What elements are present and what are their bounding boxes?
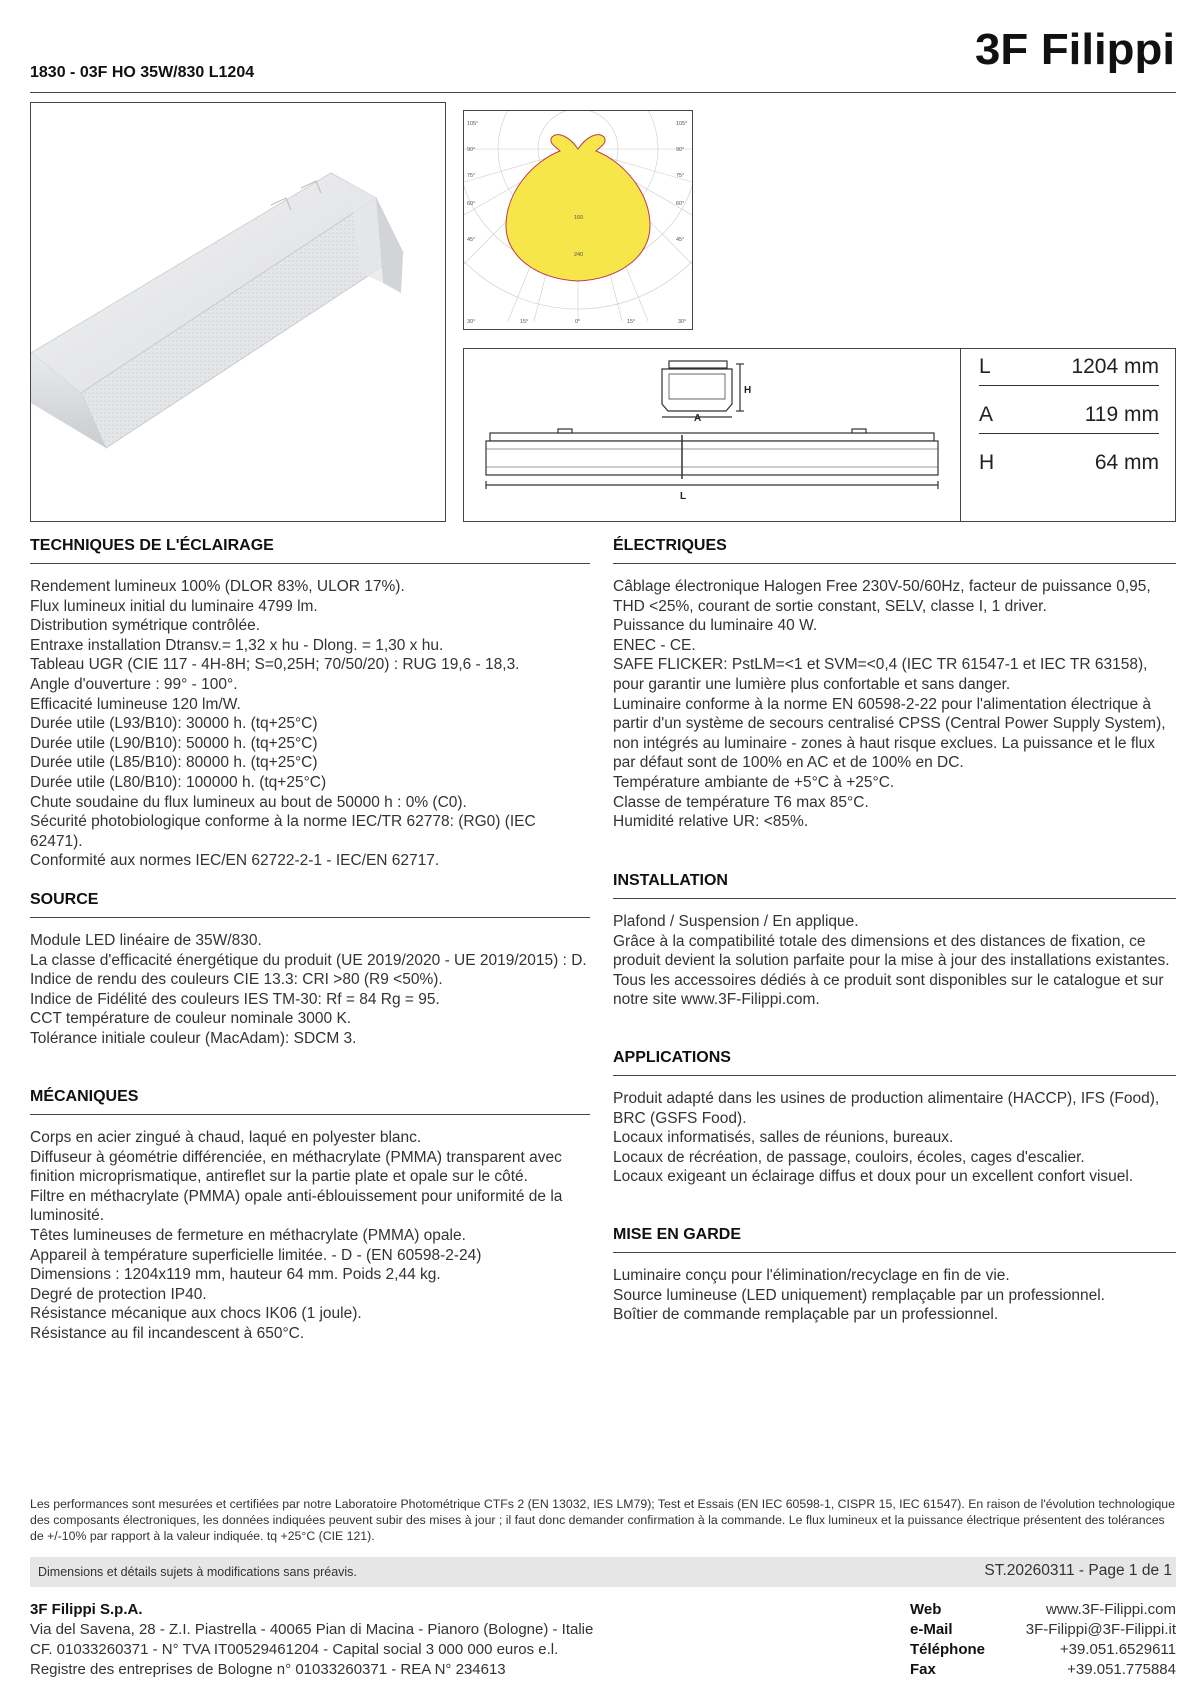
- contact-row-web: [910, 1600, 1176, 1620]
- spec-line: Locaux informatisés, salles de réunions, bureaux.: [613, 1129, 954, 1147]
- spec-line: Puissance du luminaire 40 W.: [613, 617, 818, 635]
- polar-angle-label: 75°: [676, 173, 685, 179]
- polar-angle-label: 60°: [676, 201, 685, 207]
- product-photo: [30, 102, 446, 522]
- company-registry: Registre des entreprises de Bologne n° 01033260371 - REA N° 234613: [30, 1661, 506, 1678]
- spec-line: Efficacité lumineuse 120 lm/W.: [30, 695, 241, 713]
- spec-line: Corps en acier zingué à chaud, laqué en polyester blanc.: [30, 1129, 422, 1146]
- dimension-row-width: [979, 397, 1159, 434]
- footer-disclaimer: Dimensions et détails sujets à modifications sans préavis.: [38, 1565, 357, 1579]
- svg-text:3F Filippi: 3F Filippi: [975, 25, 1175, 74]
- section-title-applications: APPLICATIONS: [613, 1049, 1176, 1076]
- section-body-lighting: [30, 577, 590, 871]
- spec-line: Locaux de récréation, de passage, couloirs, écoles, cages d'escalier.: [613, 1148, 1085, 1166]
- header-divider: [30, 92, 1176, 93]
- spec-line: Classe de température T6 max 85°C.: [613, 793, 869, 811]
- polar-angle-label: 75°: [467, 173, 476, 179]
- spec-line: Luminaire conçu pour l'élimination/recyclage en fin de vie.: [613, 1267, 1010, 1284]
- fax-value: +39.051.775884: [1067, 1661, 1176, 1678]
- spec-line: Indice de rendu des couleurs CIE 13.3: CRI >80 (R9 <50%).: [30, 971, 443, 989]
- polar-angle-label: 105°: [676, 121, 688, 127]
- phone-value: +39.051.6529611: [1059, 1641, 1176, 1658]
- spec-line: Source lumineuse (LED uniquement) remplaçable par un professionnel.: [613, 1286, 1105, 1304]
- contact-key: Fax: [910, 1661, 936, 1678]
- contact-info: [910, 1600, 1176, 1680]
- dimension-value: 119 mm: [1084, 403, 1159, 426]
- polar-curve: [506, 135, 650, 281]
- spec-line: Câblage électronique Halogen Free 230V-50/60Hz, facteur de puissance 0,95, THD <25%, courant de sortie constant, SELV, classe I, 1 driver.: [613, 578, 1151, 615]
- section-title-source: SOURCE: [30, 891, 590, 918]
- spec-line: Durée utile (L93/B10): 30000 h. (tq+25°C): [30, 715, 318, 733]
- spec-line: Sécurité photobiologique conforme à la norme IEC/TR 62778: (RG0) (IEC 62471).: [30, 813, 536, 850]
- spec-line: Module LED linéaire de 35W/830.: [30, 932, 262, 949]
- polar-angle-label: 60°: [467, 201, 476, 207]
- company-address: Via del Savena, 28 - Z.I. Piastrella - 40065 Pian di Macina - Pianoro (Bologne) - Italie: [30, 1621, 594, 1638]
- spec-line: Filtre en méthacrylate (PMMA) opale anti-éblouissement pour uniformité de la luminosité.: [30, 1187, 563, 1225]
- company-info: [30, 1600, 650, 1680]
- contact-row-fax: [910, 1660, 1176, 1680]
- spec-line: La classe d'efficacité énergétique du produit (UE 2019/2020 - UE 2019/2015) : D.: [30, 951, 587, 969]
- spec-line: Flux lumineux initial du luminaire 4799 lm.: [30, 597, 318, 615]
- polar-ring-label: 240: [574, 252, 584, 258]
- polar-ring-label: 160: [574, 215, 584, 221]
- contact-row-email: [910, 1620, 1176, 1640]
- section-body-installation: [613, 912, 1176, 1010]
- spec-line: Entraxe installation Dtransv.= 1,32 x hu - Dlong. = 1,30 x hu.: [30, 636, 444, 654]
- dimension-key: H: [979, 451, 995, 474]
- contact-key: e-Mail: [910, 1621, 953, 1638]
- company-name: 3F Filippi S.p.A.: [30, 1601, 143, 1618]
- dimension-row-length: [979, 349, 1159, 386]
- section-body-warning: [613, 1266, 1176, 1325]
- spec-line: CCT température de couleur nominale 3000 K.: [30, 1010, 352, 1028]
- section-body-electrical: [613, 577, 1176, 832]
- spec-line: Dimensions : 1204x119 mm, hauteur 64 mm. Poids 2,44 kg.: [30, 1266, 441, 1284]
- page-number: ST.20260311 - Page 1 de 1: [984, 1562, 1172, 1579]
- dimension-value: 64 mm: [1094, 451, 1159, 474]
- polar-angle-label: 30°: [467, 319, 476, 325]
- dimension-row-height: [979, 445, 1159, 481]
- spec-line: Produit adapté dans les usines de production alimentaire (HACCP), IFS (Food), BRC (GSFS Food).: [613, 1090, 1160, 1127]
- dimensions-panel: [463, 348, 1176, 522]
- spec-line: Luminaire conforme à la norme EN 60598-2-22 pour l'alimentation électrique à partir d'un système de secours centralisé CPSS (Central Power Supply System), non intégrés au luminaire - zones à haut risque exclues. La puissance et le flux par défaut sont de 100% en AC et de 100% en DC.: [613, 695, 1166, 772]
- spec-line: Durée utile (L80/B10): 100000 h. (tq+25°C): [30, 773, 327, 791]
- spec-line: Boîtier de commande remplaçable par un professionnel.: [613, 1306, 999, 1324]
- spec-line: Chute soudaine du flux lumineux au bout de 50000 h : 0% (C0).: [30, 793, 467, 811]
- section-title-mechanical: MÉCANIQUES: [30, 1088, 590, 1115]
- spec-line: Angle d'ouverture : 99° - 100°.: [30, 675, 238, 693]
- spec-line: Durée utile (L85/B10): 80000 h. (tq+25°C): [30, 754, 318, 772]
- dimension-value: 1204 mm: [1071, 355, 1159, 378]
- product-title: 1830 - 03F HO 35W/830 L1204: [30, 64, 255, 81]
- brand-logo: [975, 24, 1175, 74]
- section-title-warning: MISE EN GARDE: [613, 1226, 1176, 1253]
- spec-line: Têtes lumineuses de fermeture en méthacrylate (PMMA) opale.: [30, 1226, 466, 1244]
- section-body-source: [30, 931, 590, 1049]
- spec-line: Conformité aux normes IEC/EN 62722-2-1 - IEC/EN 62717.: [30, 852, 440, 870]
- polar-angle-label: 105°: [467, 121, 479, 127]
- spec-line: Distribution symétrique contrôlée.: [30, 617, 261, 635]
- polar-angle-label: 30°: [678, 319, 687, 325]
- footer-note: Les performances sont mesurées et certifiées par notre Laboratoire Photométrique CTFs 2 (EN 13032, IES LM79); Test et Essais (EN IEC 60598-1, CISPR 15, IEC 61547). En raison de l'évolution technologique des composants électroniques, les données indiquées peuvent subir des mises à jour ; il faut donc demander confirmation à la commande. Le flux lumineux et la puissance électrique présentent des tolérances de +/-10% par rapport à la valeur indiquée. tq +25°C (CIE 121).: [30, 1497, 1175, 1543]
- email-link[interactable]: 3F-Filippi@3F-Filippi.it: [1025, 1621, 1176, 1638]
- spec-line: Plafond / Suspension / En applique.: [613, 913, 859, 930]
- section-body-applications: [613, 1089, 1176, 1187]
- dim-label-height: H: [744, 385, 752, 396]
- spec-line: Tolérance initiale couleur (MacAdam): SDCM 3.: [30, 1029, 357, 1047]
- section-title-electrical: ÉLECTRIQUES: [613, 537, 1176, 564]
- spec-line: Résistance au fil incandescent à 650°C.: [30, 1324, 305, 1342]
- section-title-installation: INSTALLATION: [613, 872, 1176, 899]
- spec-line: Température ambiante de +5°C à +25°C.: [613, 773, 895, 791]
- footer-bar: [30, 1557, 1176, 1587]
- spec-line: Humidité relative UR: <85%.: [613, 813, 809, 831]
- polar-angle-label: 45°: [467, 237, 476, 243]
- spec-line: Résistance mécanique aux chocs IK06 (1 joule).: [30, 1305, 362, 1323]
- dimension-drawing: [464, 349, 961, 521]
- spec-line: Appareil à température superficielle limitée. - D - (EN 60598-2-24): [30, 1246, 482, 1264]
- polar-angle-label: 90°: [467, 147, 476, 153]
- spec-line: Rendement lumineux 100% (DLOR 83%, ULOR 17%).: [30, 578, 405, 595]
- section-body-mechanical: [30, 1128, 590, 1344]
- spec-line: Tous les accessoires dédiés à ce produit sont disponibles sur le catalogue et sur notre site www.3F-Filippi.com.: [613, 971, 1164, 1009]
- spec-line: Durée utile (L90/B10): 50000 h. (tq+25°C): [30, 734, 318, 752]
- spec-line: Indice de Fidélité des couleurs IES TM-30: Rf = 84 Rg = 95.: [30, 990, 440, 1008]
- polar-angle-label: 15°: [627, 319, 636, 325]
- dim-label-width: A: [694, 413, 702, 424]
- spec-line: Degré de protection IP40.: [30, 1285, 207, 1303]
- polar-light-distribution: [463, 110, 693, 330]
- polar-angle-label: 0°: [575, 319, 581, 325]
- dimension-key: L: [979, 355, 991, 378]
- contact-row-phone: [910, 1640, 1176, 1660]
- company-tax: CF. 01033260371 - N° TVA IT00529461204 - Capital social 3 000 000 euros e.l.: [30, 1641, 559, 1658]
- contact-key: Téléphone: [910, 1641, 986, 1658]
- dim-label-length: L: [680, 491, 687, 502]
- spec-line: Grâce à la compatibilité totale des dimensions et des distances de fixation, ce produit devient la solution parfaite pour la mise à jour des installations existantes.: [613, 932, 1170, 970]
- spec-line: Diffuseur à géométrie différenciée, en méthacrylate (PMMA) transparent avec finition microprismatique, antireflet sur la partie plate et opale sur le côté.: [30, 1148, 562, 1186]
- spec-line: ENEC - CE.: [613, 636, 696, 654]
- contact-key: Web: [910, 1601, 942, 1618]
- dimension-key: A: [979, 403, 994, 426]
- spec-line: Tableau UGR (CIE 117 - 4H-8H; S=0,25H; 70/50/20) : RUG 19,6 - 18,3.: [30, 656, 520, 674]
- polar-angle-label: 15°: [520, 319, 529, 325]
- polar-angle-label: 90°: [676, 147, 685, 153]
- spec-line: SAFE FLICKER: PstLM=<1 et SVM=<0,4 (IEC TR 61547-1 et IEC TR 63158), pour garantir une lumière plus confortable et sans danger.: [613, 656, 1148, 693]
- spec-line: Locaux exigeant un éclairage diffus et doux pour un excellent confort visuel.: [613, 1168, 1134, 1186]
- polar-angle-label: 45°: [676, 237, 685, 243]
- web-link[interactable]: www.3F-Filippi.com: [1045, 1601, 1176, 1618]
- section-title-lighting: TECHNIQUES DE L'ÉCLAIRAGE: [30, 537, 590, 564]
